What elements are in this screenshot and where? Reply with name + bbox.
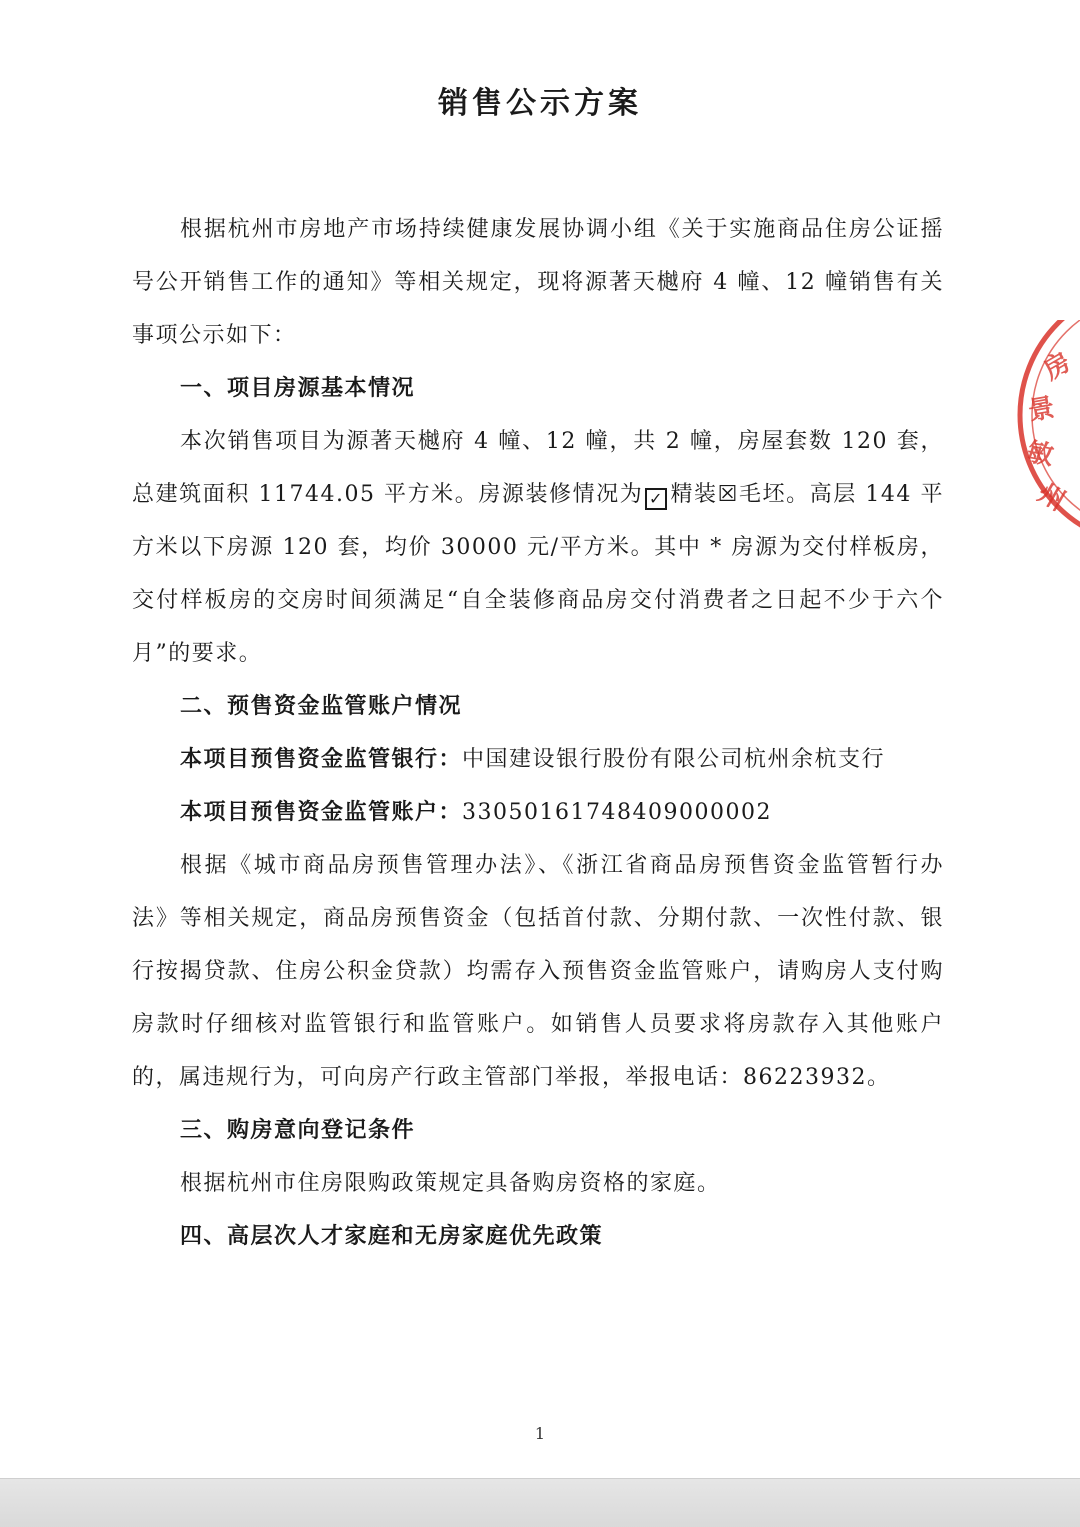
viewer-bottom-bar [0, 1478, 1080, 1527]
section-1-text-after: 。高层 144 平方米以下房源 120 套，均价 30000 元/平方米。其中 * 房源为交付样板房，交付样板房的交房时间须满足“自全装修商品房交付消费者之日起不少于六个月”的要求。 [132, 482, 944, 666]
section-4-heading: 四、高层次人才家庭和无房家庭优先政策 [180, 1224, 604, 1249]
official-seal-stamp [1000, 320, 1080, 530]
document-body [132, 203, 944, 1263]
checked-box-icon: ✓ [645, 488, 667, 510]
bank-value: 中国建设银行股份有限公司杭州余杭支行 [462, 747, 886, 772]
section-1-text-before: 本次销售项目为源著天樾府 4 幢、12 幢，共 2 幢，房屋套数 120 套，总建筑面积 11744.05 平方米。房源装修情况为 [132, 429, 944, 507]
seal-icon [1000, 320, 1080, 530]
section-3-paragraph: 根据杭州市住房限购政策规定具备购房资格的家庭。 [180, 1171, 721, 1196]
account-paragraph [132, 786, 944, 839]
checked-label: 精装 [670, 482, 718, 507]
unchecked-box-icon: ☒ [717, 482, 739, 507]
account-value: 33050161748409000002 [462, 800, 772, 825]
svg-text:景: 景 [1026, 392, 1057, 427]
svg-text:州: 州 [1032, 478, 1071, 518]
section-2-heading: 二、预售资金监管账户情况 [180, 694, 463, 719]
bank-paragraph [132, 733, 944, 786]
svg-text:房: 房 [1038, 347, 1077, 387]
svg-text:敏: 敏 [1024, 437, 1056, 472]
document-title: 销售公示方案 [438, 86, 642, 121]
bank-label: 本项目预售资金监管银行： [180, 747, 463, 772]
account-label: 本项目预售资金监管账户： [180, 800, 463, 825]
intro-paragraph: 根据杭州市房地产市场持续健康发展协调小组《关于实施商品住房公证摇号公开销售工作的通知》等相关规定，现将源著天樾府 4 幢、12 幢销售有关事项公示如下： [132, 217, 944, 348]
section-2-paragraph: 根据《城市商品房预售管理办法》、《浙江省商品房预售资金监管暂行办法》等相关规定，商品房预售资金（包括首付款、分期付款、一次性付款、银行按揭贷款、住房公积金贷款）均需存入预售资金监管账户，请购房人支付购房款时仔细核对监管银行和监管账户。如销售人员要求将房款存入其他账户的，属违规行为，可向房产行政主管部门举报，举报电话：86223932。 [132, 853, 944, 1090]
section-3-heading: 三、购房意向登记条件 [180, 1118, 416, 1143]
section-1-paragraph [132, 415, 944, 680]
section-1-heading: 一、项目房源基本情况 [180, 376, 416, 401]
page-number: 1 [534, 1424, 546, 1443]
unchecked-label: 毛坯 [738, 482, 787, 507]
